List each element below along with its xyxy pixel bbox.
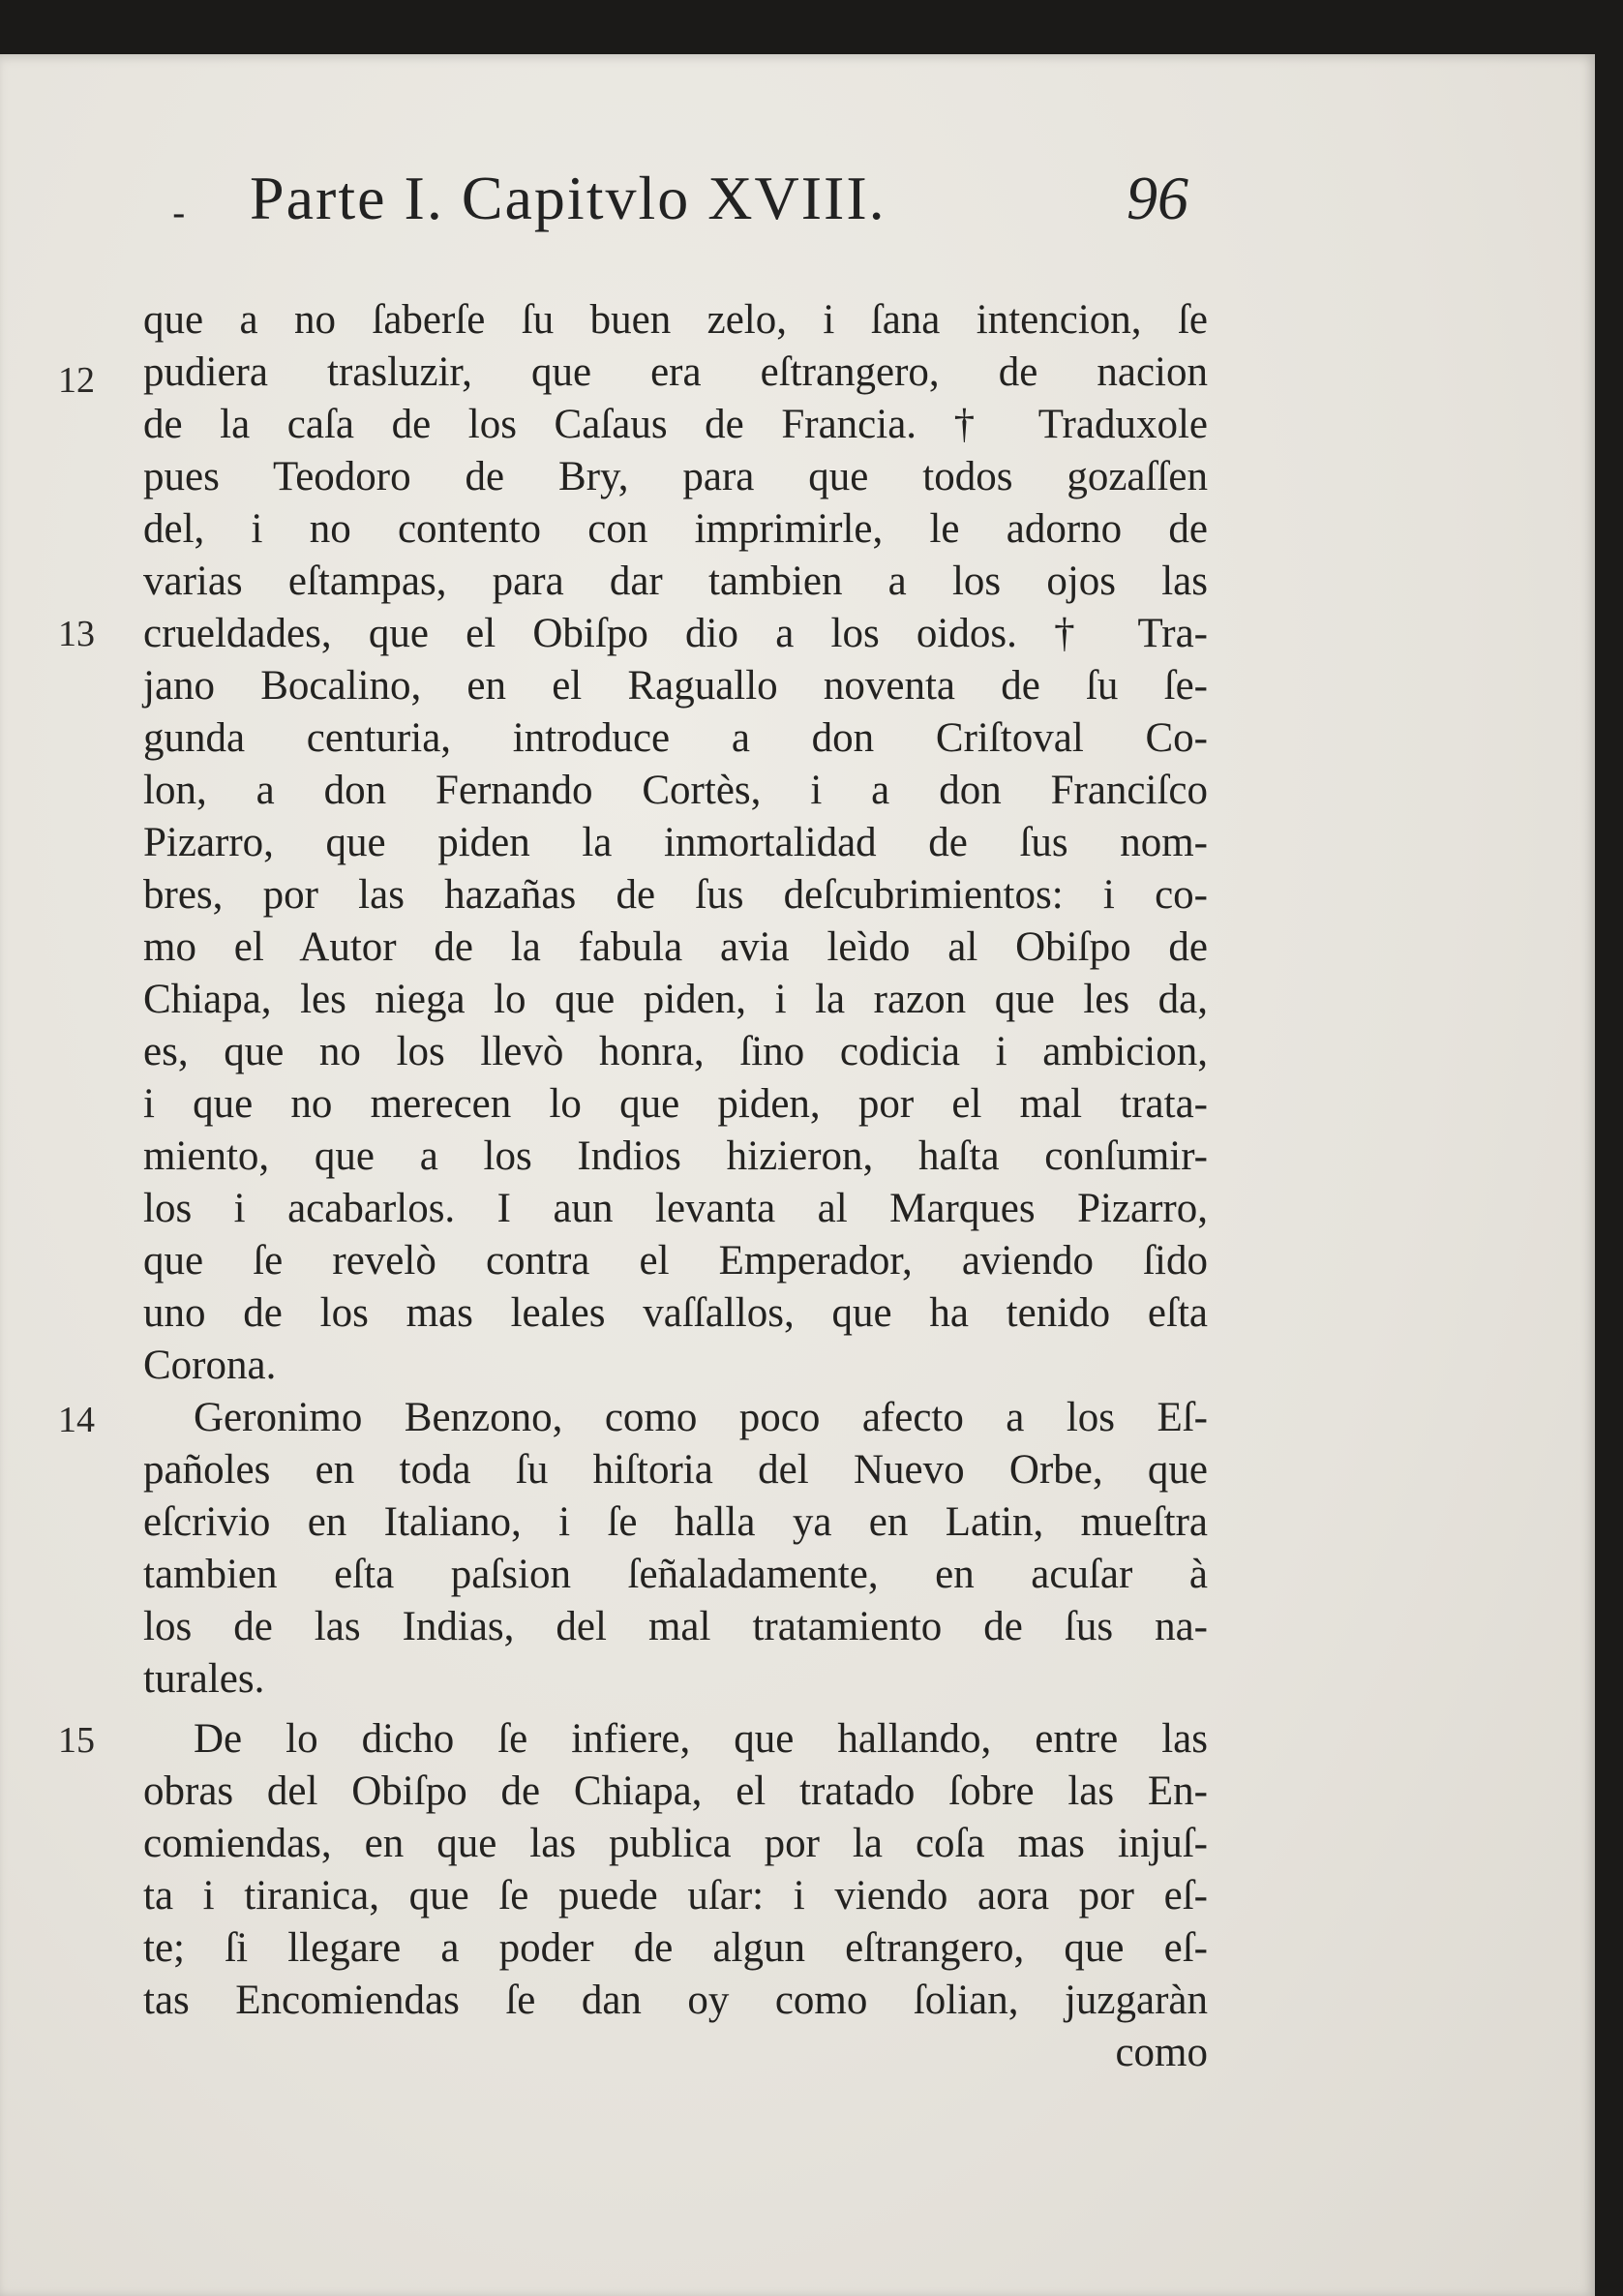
text-line: ta i tiranica, que ſe puede uſar: i viendo aora por eſ- [143,1873,1208,1918]
text-line: tambien eſta paſsion ſeñaladamente, en acuſar à [143,1552,1208,1597]
text-line: eſcrivio en Italiano, i ſe halla ya en Latin, mueſtra [143,1499,1208,1545]
text-line: jano Bocalino, en el Raguallo noventa de ſu ſe- [143,663,1208,709]
header-dash: - [172,192,186,236]
text-line: gunda centuria, introduce a don Criſtoval Co- [143,715,1208,761]
margin-number-14: 14 [58,1400,95,1440]
text-line: turales. [143,1656,265,1702]
running-header [172,163,1208,250]
text-line: Chiapa, les niega lo que piden, i la razon que les da, [143,977,1208,1022]
text-line: los i acabarlos. I aun levanta al Marques Pizarro, [143,1186,1208,1231]
book-page [0,54,1595,2296]
text-line: obras del Obiſpo de Chiapa, el tratado ſobre las En- [143,1768,1208,1814]
text-line: varias eſtampas, para dar tambien a los ojos las [143,559,1208,604]
text-line: pudiera trasluzir, que era eſtrangero, de nacion [143,349,1208,395]
text-line: lon, a don Fernando Cortès, i a don Franciſco [143,768,1208,813]
text-line: de la caſa de los Caſaus de Francia. † Traduxole [143,402,1208,447]
text-line: que ſe revelò contra el Emperador, aviendo ſido [143,1238,1208,1284]
text-line: Corona. [143,1343,277,1388]
text-line: los de las Indias, del mal tratamiento de ſus na- [143,1604,1208,1649]
text-line: del, i no contento con imprimirle, le adorno de [143,506,1208,552]
margin-number-12: 12 [58,360,95,401]
text-line: Geronimo Benzono, como poco afecto a los Eſ- [194,1395,1208,1440]
catchword: como [1115,2030,1208,2075]
margin-number-15: 15 [58,1720,95,1761]
text-line: uno de los mas leales vaſſallos, que ha tenido eſta [143,1290,1208,1336]
text-line: tas Encomiendas ſe dan oy como ſolian, juzgaràn [143,1978,1208,2023]
text-line: es, que no los llevò honra, ſino codicia i ambicion, [143,1029,1208,1074]
text-line: bres, por las hazañas de ſus deſcubrimientos: i co- [143,872,1208,918]
text-line: miento, que a los Indios hizieron, haſta conſumir- [143,1133,1208,1179]
page-number: 96 [1127,164,1188,232]
text-line: De lo dicho ſe infiere, que hallando, entre las [194,1716,1208,1762]
text-line: i que no merecen lo que piden, por el mal trata- [143,1081,1208,1127]
text-line: que a no ſaberſe ſu buen zelo, i ſana intencion, ſe [143,297,1208,343]
text-line: Pizarro, que piden la inmortalidad de ſus nom- [143,820,1208,865]
margin-number-13: 13 [58,614,95,654]
text-line: te; ſi llegare a poder de algun eſtrangero, que eſ- [143,1925,1208,1971]
text-line: pañoles en toda ſu hiſtoria del Nuevo Orbe, que [143,1447,1208,1493]
text-line: comiendas, en que las publica por la coſa mas injuſ- [143,1821,1208,1866]
text-line: crueldades, que el Obiſpo dio a los oidos. † Tra- [143,611,1208,656]
chapter-title: Parte I. Capitvlo XVIII. [250,164,887,232]
text-line: pues Teodoro de Bry, para que todos gozaſſen [143,454,1208,499]
text-line: mo el Autor de la fabula avia leìdo al Obiſpo de [143,924,1208,970]
